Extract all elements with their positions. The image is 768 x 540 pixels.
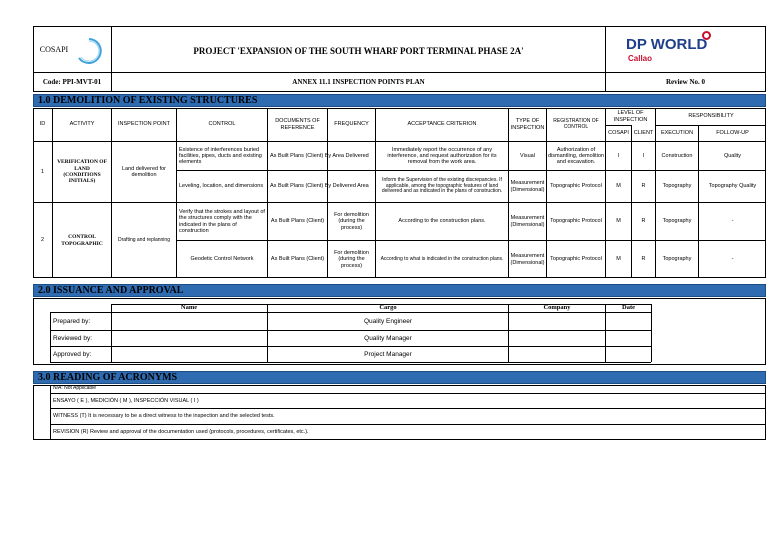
col-acceptance-header: ACCEPTANCE CRITERION: [407, 121, 477, 128]
col-type-header: TYPE OF INSPECTION: [510, 118, 545, 131]
col-execution-header: EXECUTION: [660, 130, 694, 137]
row2-cosapi-level: M: [616, 183, 621, 190]
approved-by-cargo: Project Manager: [364, 350, 412, 358]
col-inspection-point-header: INSPECTION POINT: [118, 121, 170, 128]
col-documents-header: DOCUMENTS OF REFERENCE: [275, 118, 320, 131]
col-registration-header: REGISTRATION OF CONTROL: [553, 117, 599, 130]
section2-title: 2.0 ISSUANCE AND APPROVAL: [38, 285, 184, 296]
col-id-header: ID: [39, 121, 46, 128]
section1-band: [33, 94, 766, 107]
group1-activity: VERIFICATION OF LAND (CONDITIONS INITIALS): [57, 159, 107, 185]
row1-type: Visual: [520, 152, 535, 159]
company-name: COSAPI: [39, 45, 69, 55]
reviewed-by-label: Reviewed by:: [53, 334, 93, 342]
section1-title: 1.0 DEMOLITION OF EXISTING STRUCTURES: [38, 95, 258, 106]
approval-col-company: Company: [543, 304, 571, 312]
group1-inspection-point: Land delivered for demolition: [121, 165, 167, 178]
row4-registration: Topographic Protocol: [550, 256, 602, 263]
row4-client-level: R: [641, 256, 646, 263]
row1-acceptance: Immediately report the occurrence of any interference, and request authorization for its removal from the work area.: [376, 142, 508, 170]
row2-control: Leveling, location, and dimensions: [179, 183, 264, 190]
col-client-header: CLIENT: [633, 130, 654, 137]
prepared-by-label: Prepared by:: [53, 317, 91, 325]
row1-cosapi-level: I: [617, 152, 620, 159]
acronym-revision: REVISION (R) Review and approval of the documentation used (protocols, procedures, certificates, etc.).: [53, 429, 309, 436]
group2-id: 2: [40, 237, 45, 244]
row3-cosapi-level: M: [616, 218, 621, 225]
col-frequency-header: FREQUENCY: [334, 121, 369, 128]
dp-world-wordmark: DP WORLD: [626, 36, 708, 53]
row1-documents: As Built Plans (Client) By Area Delivered: [270, 152, 369, 159]
annex-title: ANNEX 11.1 INSPECTION POINTS PLAN: [292, 77, 425, 86]
approved-by-label: Approved by:: [53, 350, 92, 358]
section3-band: [33, 371, 766, 384]
col-level-header: LEVEL OF INSPECTION: [613, 110, 648, 123]
section3-title: 3.0 READING OF ACRONYMS: [38, 372, 178, 383]
group1-id: 1: [40, 168, 45, 175]
col-control-header: CONTROL: [208, 121, 236, 128]
row4-documents: As Built Plans (Client): [270, 256, 325, 263]
row4-acceptance: According to what is indicated in the construction plans.: [380, 255, 504, 262]
col-followup-header: FOLLOW-UP: [716, 130, 749, 137]
row4-execution: Topography: [662, 256, 692, 263]
row2-execution: Topography: [662, 183, 692, 190]
row4-control: Geodetic Control Network: [190, 256, 254, 263]
acronym-witness: WITNESS (T) It is necessary to be a direct witness to the inspection and the selected tests.: [53, 413, 275, 420]
row4-frequency: For demolition (during the process): [334, 250, 369, 269]
row3-frequency: For demolition (during the process): [334, 212, 369, 231]
review-number: Review No. 0: [665, 77, 706, 86]
row4-type: Measurement (Dimensional): [510, 253, 545, 266]
col-cosapi-header: COSAPI: [608, 130, 629, 137]
row2-registration: Topographic Protocol: [550, 183, 602, 190]
group2-inspection-point: Drafting and replanning: [118, 236, 170, 243]
row2-documents: As Built Plans (Client) By Delivered Area: [270, 183, 369, 190]
dp-world-location: Callao: [628, 54, 653, 63]
row1-followup: Quality: [723, 152, 742, 159]
section2-band: [33, 284, 766, 297]
dp-world-logo: [618, 30, 722, 70]
group2-activity: CONTROL TOPOGRAPHIC: [61, 234, 103, 247]
cosapi-logo-ring: [74, 36, 104, 66]
row3-documents: As Built Plans (Client): [270, 218, 325, 225]
acronym-ensayo: ENSAYO ( E ), MEDICIÓN ( M ), INSPECCIÓN VISUAL ( I ): [53, 397, 199, 404]
col-responsibility-header: RESPONSIBILITY: [688, 113, 734, 120]
prepared-by-cargo: Quality Engineer: [363, 317, 413, 325]
row2-type: Measurement (Dimensional): [510, 180, 545, 193]
approval-col-cargo: Cargo: [379, 304, 397, 312]
row3-execution: Topography: [662, 218, 692, 225]
col-activity-header: ACTIVITY: [69, 121, 95, 128]
row1-client-level: I: [642, 152, 645, 159]
row1-registration: Authorization of dismantling, demolition and excavation.: [548, 146, 604, 166]
row3-followup: -: [731, 218, 734, 225]
row1-execution: Construction: [661, 152, 693, 159]
row3-control: Verify that the strokes and layout of the structures comply with the indicated in the plans of construction: [179, 208, 265, 234]
row3-registration: Topographic Protocol: [550, 218, 602, 225]
row3-client-level: R: [641, 218, 646, 225]
project-title: PROJECT 'EXPANSION OF THE SOUTH WHARF PORT TERMINAL PHASE 2A': [193, 45, 524, 56]
globe-icon: [702, 31, 711, 40]
approval-col-name: Name: [180, 304, 198, 312]
row3-type: Measurement (Dimensional): [510, 215, 545, 228]
row2-followup: Topography Quality: [708, 183, 757, 190]
reviewed-by-cargo: Quality Manager: [364, 334, 412, 342]
row2-acceptance: Inform the Supervision of the existing discrepancies. If applicable, among the topographic features of land delivered and as indicated in the plans of construction.: [376, 171, 508, 202]
row2-client-level: R: [641, 183, 646, 190]
document-code: Code: PPI-MVT-01: [42, 77, 102, 86]
row3-acceptance: According to the construction plans.: [398, 218, 486, 225]
approval-col-date: Date: [622, 304, 635, 312]
row4-cosapi-level: M: [616, 256, 621, 263]
row4-followup: -: [731, 256, 734, 263]
row1-control: Existence of interferences buried facilities, pipes, ducts and existing elements: [179, 146, 262, 166]
acronym-na: N/A: Not Applicable: [53, 385, 97, 392]
